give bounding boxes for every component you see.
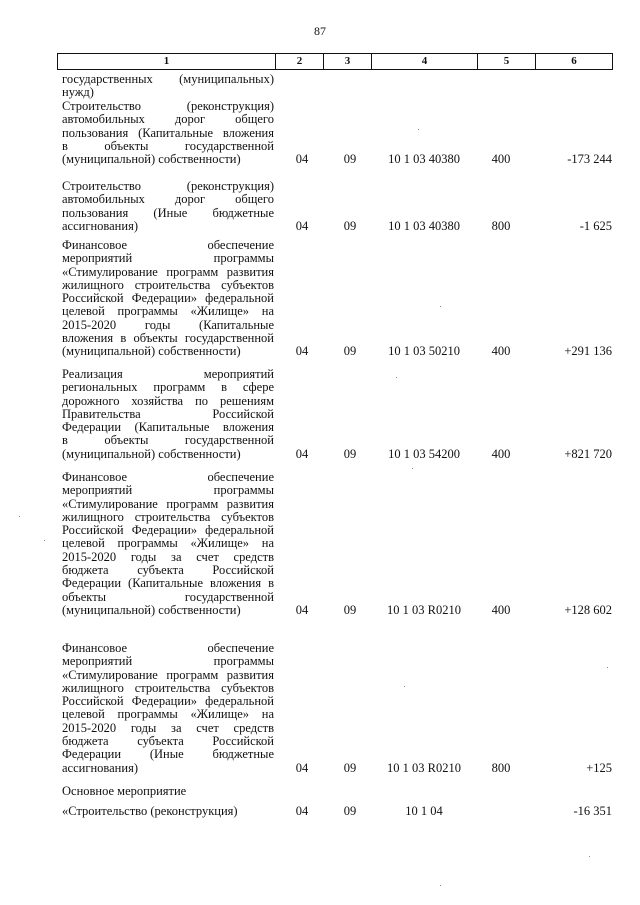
cell-c3: 09 bbox=[343, 446, 357, 461]
header-col-3: 3 bbox=[324, 54, 372, 69]
cell-c4: 10 1 03 40380 bbox=[388, 218, 460, 233]
description-line: Строительство (реконструкция) bbox=[62, 179, 274, 193]
cell-c3: 09 bbox=[343, 804, 357, 818]
row-description bbox=[62, 239, 274, 359]
cell-c3: 09 bbox=[343, 760, 357, 775]
description-line: государственных (муниципальных) bbox=[62, 72, 274, 86]
cell-c6: +291 136 bbox=[564, 344, 612, 359]
description-line: Российской Федерации» федеральной bbox=[62, 291, 274, 306]
cell-c2: 04 bbox=[295, 344, 309, 359]
cell-c6: -1 625 bbox=[579, 218, 612, 233]
description-line: объекты государственной bbox=[62, 589, 274, 604]
cell-c5: 400 bbox=[491, 446, 511, 461]
row-description bbox=[62, 785, 274, 798]
description-line: мероприятий программы bbox=[62, 251, 274, 266]
description-line: пользования (Капитальные вложения bbox=[62, 125, 274, 140]
header-col-1: 1 bbox=[58, 54, 276, 69]
description-line: «Стимулирование программ развития bbox=[62, 264, 274, 279]
cell-c4: 10 1 03 R0210 bbox=[387, 760, 461, 775]
description-line: Финансовое обеспечение bbox=[62, 641, 274, 655]
cell-c5: 800 bbox=[491, 760, 511, 775]
cell-c5: 400 bbox=[491, 344, 511, 359]
description-line: (муниципальной) собственности) bbox=[62, 446, 241, 461]
header-col-5: 5 bbox=[478, 54, 536, 69]
cell-c2: 04 bbox=[295, 446, 309, 461]
description-line: мероприятий программы bbox=[62, 483, 274, 498]
description-line: нужд) bbox=[62, 85, 94, 100]
description-line: Федерации (Капитальные вложения bbox=[62, 420, 274, 435]
cell-c6: -16 351 bbox=[573, 804, 612, 818]
page-number: 87 bbox=[314, 24, 326, 38]
description-line: жилищного строительства субъектов bbox=[62, 680, 274, 695]
cell-c2: 04 bbox=[295, 760, 309, 775]
description-line: Финансовое обеспечение bbox=[62, 470, 274, 484]
description-line: мероприятий программы bbox=[62, 654, 274, 669]
row-description bbox=[62, 73, 274, 100]
description-line: ассигнования) bbox=[62, 218, 138, 233]
description-line: (муниципальной) собственности) bbox=[62, 344, 241, 359]
description-line: (муниципальной) собственности) bbox=[62, 602, 241, 617]
cell-c5: 400 bbox=[491, 152, 511, 167]
cell-c5: 400 bbox=[491, 603, 511, 617]
cell-c3: 09 bbox=[343, 603, 357, 617]
description-line: «Стимулирование программ развития bbox=[62, 667, 274, 682]
description-line: «Строительство (реконструкция) bbox=[62, 804, 238, 818]
description-line: целевой программы «Жилище» на bbox=[62, 304, 274, 319]
cell-c4: 10 1 03 40380 bbox=[388, 152, 460, 167]
description-line: Строительство (реконструкция) bbox=[62, 99, 274, 113]
description-line: ассигнования) bbox=[62, 760, 138, 775]
description-line: бюджета субъекта Российской bbox=[62, 734, 274, 749]
description-line: «Стимулирование программ развития bbox=[62, 496, 274, 511]
description-line: 2015-2020 годы за счет средств bbox=[62, 720, 274, 735]
cell-c3: 09 bbox=[343, 152, 357, 167]
table-header-row bbox=[57, 53, 613, 70]
cell-c2: 04 bbox=[295, 218, 309, 233]
row-description bbox=[62, 368, 274, 461]
cell-c5: 800 bbox=[491, 218, 511, 233]
cell-c6: -173 244 bbox=[567, 152, 612, 167]
description-line: 2015-2020 годы (Капитальные bbox=[62, 317, 274, 332]
description-line: целевой программы «Жилище» на bbox=[62, 536, 274, 551]
description-line: вложения в объекты государственной bbox=[62, 331, 274, 346]
cell-c6: +125 bbox=[586, 760, 612, 775]
description-line: Правительства Российской bbox=[62, 406, 274, 421]
description-line: жилищного строительства субъектов bbox=[62, 277, 274, 292]
cell-c4: 10 1 03 50210 bbox=[388, 344, 460, 359]
row-description bbox=[62, 805, 274, 818]
description-line: бюджета субъекта Российской bbox=[62, 563, 274, 578]
cell-c4: 10 1 04 bbox=[405, 804, 443, 818]
description-line: целевой программы «Жилище» на bbox=[62, 707, 274, 722]
description-line: Российской Федерации» федеральной bbox=[62, 523, 274, 538]
description-line: 2015-2020 годы за счет средств bbox=[62, 549, 274, 564]
description-line: Федерации (Капитальные вложения в bbox=[62, 576, 274, 591]
description-line: Российской Федерации» федеральной bbox=[62, 694, 274, 709]
cell-c2: 04 bbox=[295, 603, 309, 617]
description-line: автомобильных дорог общего bbox=[62, 192, 274, 207]
row-description bbox=[62, 100, 274, 166]
cell-c2: 04 bbox=[295, 804, 309, 818]
description-line: жилищного строительства субъектов bbox=[62, 509, 274, 524]
description-line: (муниципальной) собственности) bbox=[62, 152, 241, 167]
description-line: региональных программ в сфере bbox=[62, 380, 274, 395]
description-line: Федерации (Иные бюджетные bbox=[62, 747, 274, 762]
cell-c3: 09 bbox=[343, 344, 357, 359]
cell-c6: +821 720 bbox=[564, 446, 612, 461]
cell-c3: 09 bbox=[343, 218, 357, 233]
description-line: в объекты государственной bbox=[62, 138, 274, 153]
header-col-6: 6 bbox=[571, 55, 577, 67]
header-col-2: 2 bbox=[276, 54, 324, 69]
description-line: в объекты государственной bbox=[62, 433, 274, 448]
cell-c4: 10 1 03 R0210 bbox=[387, 603, 461, 617]
cell-c6: +128 602 bbox=[564, 603, 612, 617]
description-line: Финансовое обеспечение bbox=[62, 238, 274, 252]
cell-c2: 04 bbox=[295, 152, 309, 167]
description-line: Основное мероприятие bbox=[62, 784, 187, 798]
description-line: пользования (Иные бюджетные bbox=[62, 205, 274, 220]
description-line: Реализация мероприятий bbox=[62, 367, 274, 381]
description-line: автомобильных дорог общего bbox=[62, 112, 274, 127]
description-line: дорожного хозяйства по решениям bbox=[62, 393, 274, 408]
cell-c4: 10 1 03 54200 bbox=[388, 446, 460, 461]
row-description bbox=[62, 471, 274, 617]
header-col-4: 4 bbox=[372, 54, 478, 69]
row-description bbox=[62, 180, 274, 233]
row-description bbox=[62, 642, 274, 775]
